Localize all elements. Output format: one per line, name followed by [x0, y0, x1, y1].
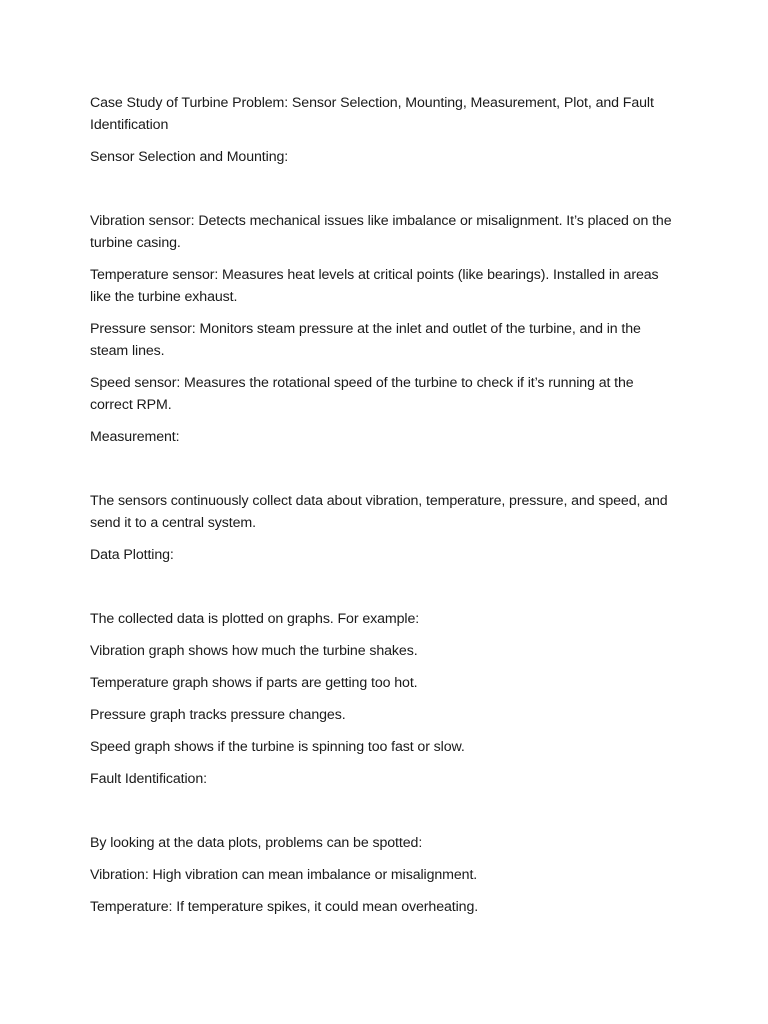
- measurement-text: The sensors continuously collect data about vibration, temperature, pressure, and speed, and send it to a central system.: [90, 493, 668, 531]
- blank-line: [90, 178, 680, 200]
- fault-item-temperature: Temperature: If temperature spikes, it could mean overheating.: [90, 899, 479, 915]
- sensor-item-temperature: Temperature sensor: Measures heat levels at critical points (like bearings). Installed in areas like the turbine exhaust.: [90, 267, 659, 305]
- sensor-item-speed: Speed sensor: Measures the rotational speed of the turbine to check if it’s running at the correct RPM.: [90, 375, 634, 413]
- sensor-item-vibration: Vibration sensor: Detects mechanical issues like imbalance or misalignment. It’s placed on the turbine casing.: [90, 213, 672, 251]
- plot-item-pressure: Pressure graph tracks pressure changes.: [90, 707, 346, 723]
- blank-line: [90, 800, 680, 822]
- plot-item-vibration: Vibration graph shows how much the turbine shakes.: [90, 643, 418, 659]
- section-heading-measurement: Measurement:: [90, 429, 180, 445]
- document-title: Case Study of Turbine Problem: Sensor Selection, Mounting, Measurement, Plot, and Fault Identification: [90, 95, 654, 133]
- section-heading-data-plotting: Data Plotting:: [90, 547, 174, 563]
- section-heading-fault-identification: Fault Identification:: [90, 771, 207, 787]
- sensor-item-pressure: Pressure sensor: Monitors steam pressure at the inlet and outlet of the turbine, and in the steam lines.: [90, 321, 641, 359]
- blank-line: [90, 458, 680, 480]
- fault-identification-intro: By looking at the data plots, problems can be spotted:: [90, 835, 423, 851]
- section-heading-sensor-selection: Sensor Selection and Mounting:: [90, 149, 289, 165]
- data-plotting-intro: The collected data is plotted on graphs. For example:: [90, 611, 420, 627]
- blank-line: [90, 576, 680, 598]
- document-body: [90, 92, 680, 928]
- plot-item-speed: Speed graph shows if the turbine is spinning too fast or slow.: [90, 739, 465, 755]
- fault-item-vibration: Vibration: High vibration can mean imbalance or misalignment.: [90, 867, 478, 883]
- plot-item-temperature: Temperature graph shows if parts are getting too hot.: [90, 675, 418, 691]
